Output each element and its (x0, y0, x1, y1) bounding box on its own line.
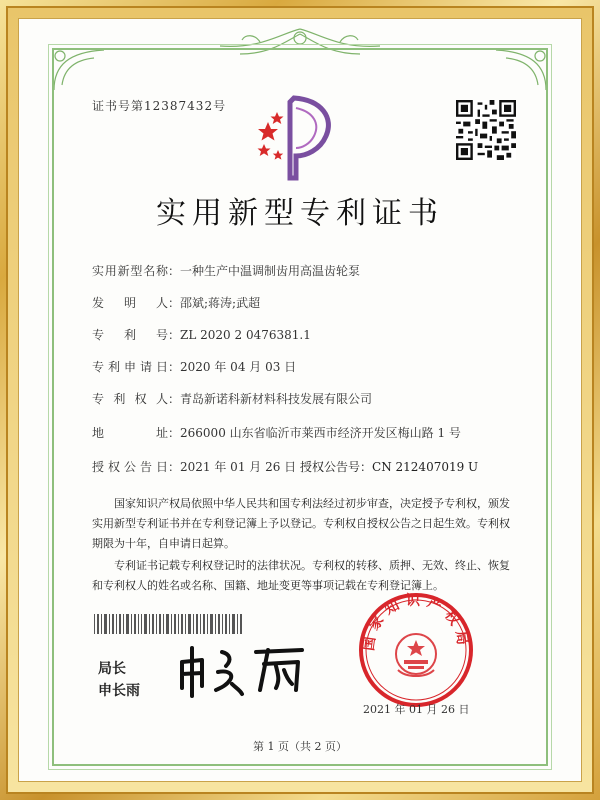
certificate-title: 实用新型专利证书 (156, 196, 444, 231)
address-label: 地 址 (92, 426, 168, 440)
inventor-label: 发 明 人 (92, 296, 168, 310)
director-name: 申长雨 (98, 683, 140, 699)
patentee-row: 专 利 权 人：青岛新诺科新材料科技发展有限公司 (92, 392, 373, 406)
cnipa-logo-icon (250, 92, 340, 182)
address-row: 地 址：266000 山东省临沂市莱西市经济开发区梅山路 1 号 (92, 426, 461, 440)
handwritten-signature (172, 640, 312, 700)
inventor-row: 发 明 人：邵斌;蒋涛;武超 (92, 296, 261, 310)
notice-paragraph-2: 专利证书记载专利权登记时的法律状况。专利权的转移、质押、无效、终止、恢复和专利权人的姓名或名称、国籍、地址变更等事项记载在专利登记簿上。 (92, 559, 510, 592)
inventor-value: 邵斌;蒋涛;武超 (180, 296, 261, 310)
patent-number-value: ZL 2020 2 0476381.1 (180, 328, 311, 342)
grant-number-label: 授权公告号 (300, 460, 361, 474)
grant-date-label: 授权公告日 (92, 460, 168, 474)
patentee-value: 青岛新诺科新材料科技发展有限公司 (180, 392, 373, 406)
barcode-icon (94, 614, 244, 634)
director-title: 局长 (98, 661, 126, 677)
qr-code-icon (456, 100, 516, 160)
grant-date-row: 授权公告日：2021 年 01 月 26 日 (92, 460, 297, 474)
filing-date-value: 2020 年 04 月 03 日 (180, 360, 297, 374)
address-value: 266000 山东省临沂市莱西市经济开发区梅山路 1 号 (180, 426, 461, 440)
patent-number-label: 专 利 号 (92, 328, 168, 342)
seal-text: 国家知识产权局 (361, 593, 471, 652)
patent-number-row: 专 利 号：ZL 2020 2 0476381.1 (92, 328, 311, 342)
utility-model-name-label: 实用新型名称 (92, 264, 168, 278)
notice-paragraph-1: 国家知识产权局依照中华人民共和国专利法经过初步审查，决定授予专利权，颁发实用新型专利证书并在专利登记簿上予以登记。专利权自授权公告之日起生效。专利权期限为十年，自申请日起算。 (92, 497, 510, 550)
utility-model-name-value: 一种生产中温调制齿用高温齿轮泵 (180, 264, 361, 278)
filing-date-row: 专利申请日：2020 年 04 月 03 日 (92, 360, 297, 374)
certificate-number: 证书号第12387432号 (92, 99, 227, 113)
page-number: 第 1 页（共 2 页） (253, 740, 347, 753)
patentee-label: 专 利 权 人 (92, 392, 168, 406)
official-seal (356, 590, 476, 710)
utility-model-name-row: 实用新型名称：一种生产中温调制齿用高温齿轮泵 (92, 264, 361, 278)
grant-date-value: 2021 年 01 月 26 日 (180, 460, 297, 474)
seal-date: 2021 年 01 月 26 日 (363, 703, 470, 716)
grant-number-value: CN 212407019 U (372, 460, 479, 474)
filing-date-label: 专利申请日 (92, 360, 168, 374)
grant-number-row: 授权公告号：CN 212407019 U (300, 460, 479, 474)
